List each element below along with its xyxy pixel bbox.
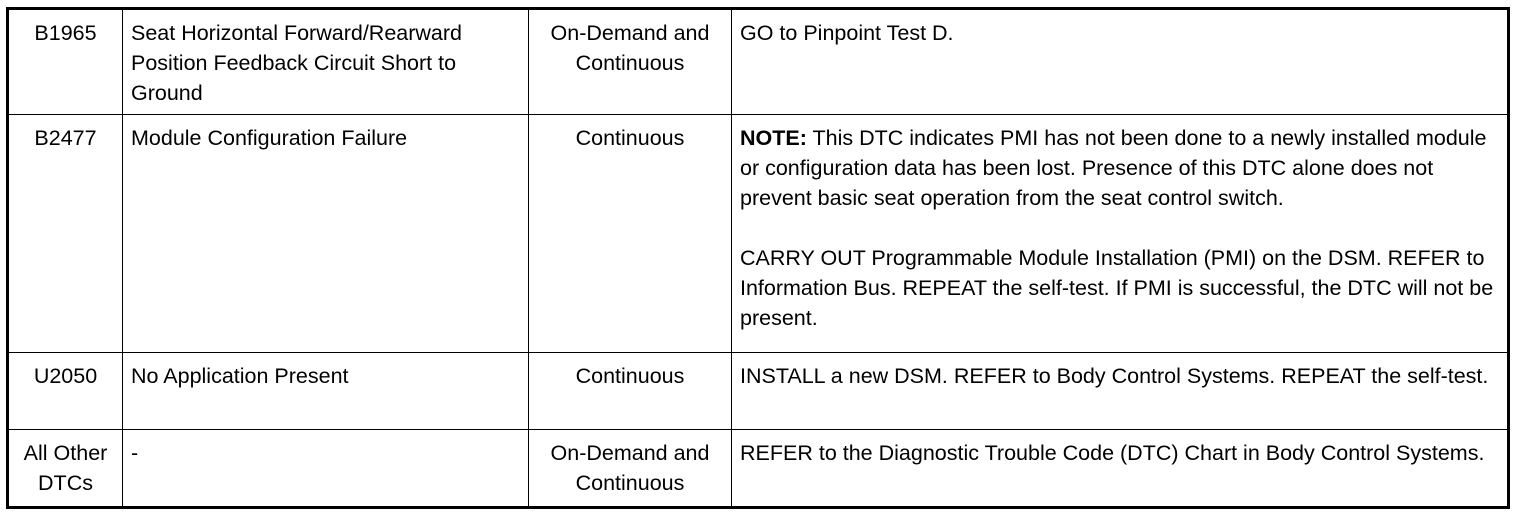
dtc-code: All Other DTCs — [23, 441, 108, 495]
dtc-description-cell — [123, 353, 529, 430]
table-row — [8, 115, 1509, 353]
dtc-condition: Continuous — [575, 126, 685, 150]
dtc-description: - — [131, 441, 139, 465]
dtc-code: U2050 — [33, 364, 98, 388]
table-row — [8, 9, 1509, 115]
dtc-code-cell — [8, 430, 123, 508]
dtc-description: Seat Horizontal Forward/Rearward Position Feedback Circuit Short to Ground — [131, 21, 462, 105]
dtc-condition: Continuous — [575, 364, 685, 388]
dtc-description: No Application Present — [131, 364, 349, 388]
dtc-condition-cell — [529, 115, 732, 353]
dtc-condition-cell — [529, 9, 732, 115]
dtc-description-cell — [123, 9, 529, 115]
dtc-action-cell — [732, 115, 1509, 353]
note-text: This DTC indicates PMI has not been done to a newly installed module or configuration data has been lost. Presence of this DTC alone does not prevent basic seat operation from the seat control switch. — [740, 126, 1487, 210]
dtc-code-cell — [8, 353, 123, 430]
table-row — [8, 353, 1509, 430]
dtc-action-text: INSTALL a new DSM. REFER to Body Control Systems. REPEAT the self-test. — [740, 364, 1489, 388]
dtc-action-text: CARRY OUT Programmable Module Installation (PMI) on the DSM. REFER to Information Bus. REPEAT the self-test. If PMI is successful, the DTC will not be present. — [740, 246, 1494, 330]
dtc-description-cell — [123, 115, 529, 353]
dtc-action-text: GO to Pinpoint Test D. — [740, 21, 954, 45]
dtc-action-cell — [732, 9, 1509, 115]
dtc-condition: On-Demand and Continuous — [550, 21, 710, 75]
dtc-code-cell — [8, 115, 123, 353]
dtc-action-text: REFER to the Diagnostic Trouble Code (DTC) Chart in Body Control Systems. — [740, 441, 1485, 465]
dtc-condition-cell — [529, 353, 732, 430]
dtc-action-cell — [732, 353, 1509, 430]
dtc-code: B2477 — [34, 126, 97, 150]
dtc-description: Module Configuration Failure — [131, 126, 408, 150]
dtc-table — [6, 7, 1510, 509]
dtc-code-cell — [8, 9, 123, 115]
dtc-code: B1965 — [34, 21, 97, 45]
dtc-note — [740, 123, 1499, 213]
dtc-condition-cell — [529, 430, 732, 508]
dtc-condition: On-Demand and Continuous — [550, 441, 710, 495]
dtc-action-cell — [732, 430, 1509, 508]
table-row — [8, 430, 1509, 508]
note-label: NOTE: — [740, 126, 807, 150]
dtc-description-cell — [123, 430, 529, 508]
